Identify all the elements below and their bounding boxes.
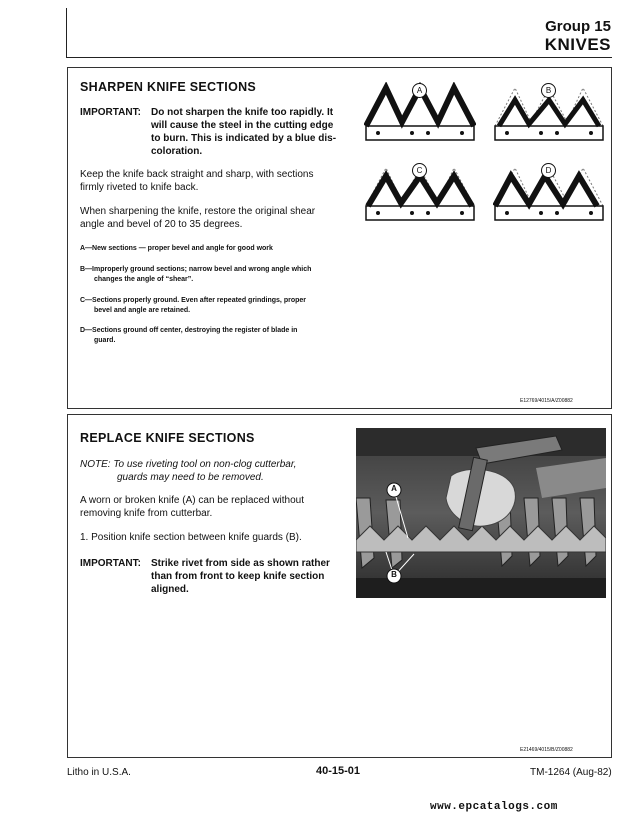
important-text: Do not sharpen the knife too rapidly. It will cause the steel in the cutting edge to burn. This is indicated by a blue dis- coloration. [151,107,337,157]
replace-paragraph-1: A worn or broken knife (A) can be replaced without removing knife from cutterbar. [80,495,305,519]
caption-d: D—Sections ground off center, destroying the register of blade in guard. [80,327,298,344]
sharpen-paragraph-1: Keep the knife back straight and sharp, with sections firmly riveted to knife back. [80,169,314,193]
figure-label-d: D [541,163,556,178]
replace-section-title: REPLACE KNIFE SECTIONS [80,431,255,445]
caption-a: A—New sections — proper bevel and angle for good work [80,245,273,252]
caption-c: C—Sections properly ground. Even after repeated grindings, proper bevel and angle are retained. [80,297,306,314]
important-text-2: Strike rivet from side as shown rather than from front to keep knife section aligned. [151,558,330,595]
sharpen-paragraph-2: When sharpening the knife, restore the original shear angle and bevel of 20 to 35 degrees. [80,206,316,230]
watermark-url: www.epcatalogs.com [430,801,558,813]
figure-label-a: A [412,83,427,98]
replace-important-block [80,557,360,597]
photo-label-b: B [391,570,397,579]
important-label: IMPORTANT: [80,107,141,118]
replace-step-1: 1. Position knife section between knife guards (B). [80,532,302,543]
footer-litho: Litho in U.S.A. [67,767,131,778]
figure-id-1: E12769/4015/A/Z00882 [520,398,573,404]
figure-id-2: E21469/4015/B/Z00882 [520,747,573,753]
header-horizontal-rule [66,57,612,58]
page-number: 40-15-01 [316,765,361,777]
important-label-2: IMPORTANT: [80,558,141,569]
note-label: NOTE: [80,459,111,470]
replace-note-block: NOTE: To use riveting tool on non-clog cutterbar, guards may need to be removed. [80,459,297,483]
sharpen-important-block [80,106,355,160]
figure-label-c: C [412,163,427,178]
caption-b: B—Improperly ground sections; narrow bevel and wrong angle which changes the angle of “shear”. [80,266,312,283]
group-number: Group 15 [545,18,611,35]
header-vertical-rule [66,8,67,58]
footer-manual-id: TM-1264 (Aug-82) [530,767,612,778]
photo-label-a: A [391,484,397,493]
sharpen-section-title: SHARPEN KNIFE SECTIONS [80,80,257,94]
group-title: KNIVES [544,35,611,54]
figure-label-b: B [541,83,556,98]
